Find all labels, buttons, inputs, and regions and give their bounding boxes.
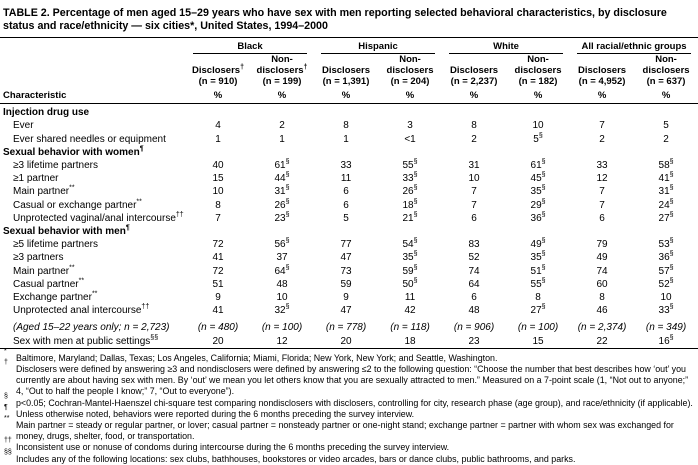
footnote: † Disclosers were defined by answering ≥3 and nondisclosers were defined by answering ≤2 to the following question: “Choose the number that best describes how ‘out’ you currently are about having sex with men. By ‘out’ we mean you let others know that you are sexually attracted to men.” Measured on a 7-point scale (1, “Not out to anyone;” 4, “Out to half the people I know;” 7, “Out to everyone”). [4,359,689,397]
value-cell: 12 [276,335,288,347]
row-label: ≥3 partners [13,252,64,264]
sample-size-label: (n = 637) [646,76,686,88]
group-header-black [186,38,314,54]
value-cell: 31§ [274,185,290,198]
value-cell: 47 [340,252,352,264]
value-cell: 7 [215,212,221,224]
section-row [0,104,698,120]
column-header-black-non-disclosers [250,54,314,88]
value-cell: 36§ [658,251,674,264]
value-cell: 23§ [274,211,290,224]
value-cell: 52 [468,252,480,264]
table-body [0,104,698,349]
data-row [0,172,698,185]
value-cell: 51§ [530,264,546,277]
column-header-line: disclosers [642,65,690,77]
column-header-line: disclosers [386,65,434,77]
section-label: Injection drug use [3,107,90,119]
value-cell: 8 [215,199,221,211]
value-cell: 41 [212,252,224,264]
corner-spacer [0,38,186,54]
value-cell: 35§ [402,251,418,264]
value-cell: 10 [212,186,224,198]
value-cell: 29§ [530,198,546,211]
section-row [0,146,698,159]
sample-size-label: (n = 182) [518,76,558,88]
footnote: ¶ Unless otherwise noted, behaviors were reported during the 6 months preceding the survey interview. [4,403,415,419]
value-cell: 33§ [658,303,674,317]
row-label: Casual partner** [13,277,85,290]
column-header-line: Non- [271,54,293,66]
column-header-line: Disclosers† [192,64,244,77]
data-row [0,185,698,198]
value-cell: (n = 2,374) [577,322,627,334]
sample-size-label: (n = 2,237) [450,76,498,88]
value-cell: 41 [212,305,224,317]
value-cell: 22 [596,335,608,347]
value-cell: 2 [471,133,477,145]
value-cell: 61§ [274,158,290,171]
footnote: § p<0.05; Cochran-Mantel-Haenszel chi-square test comparing nondisclosers with disclosers, controlling for city, research phase (age group), and race/ethnicity (if applicable). [4,392,693,408]
value-cell: 59 [340,278,352,290]
data-row [0,335,698,349]
value-cell: 2 [599,133,605,145]
value-cell: 18 [404,335,416,347]
column-header-white-non-disclosers [506,54,570,88]
data-row [0,265,698,278]
value-cell: 8 [599,292,605,304]
data-row [0,278,698,291]
value-cell: 2 [279,120,285,132]
section-label: Sexual behavior with men¶ [3,224,130,238]
footnote-text: Baltimore, Maryland; Dallas, Texas; Los Angeles, California; Miami, Florida; New York, New York; and Seattle, Washington. [16,352,498,363]
group-header-white [442,38,570,54]
footnote: §§ Includes any of the following locations: sex clubs, bathhouses, bookstores or video arcades, bars or dance clubs, public bathrooms, and parks. [4,448,576,464]
value-cell: 21§ [402,211,418,224]
value-cell: 26§ [402,185,418,198]
value-cell: 50§ [402,277,418,290]
footnote-text: Main partner = steady or regular partner, or lover; casual partner = nonsteady partner or one-night stand; exchange partner = partner with whom sex was exchanged for money, drugs, shelter, food, or transportation. [16,420,674,442]
column-header-line: Disclosers [578,65,627,77]
percent-header: % [533,90,543,102]
value-cell: 15 [532,335,544,347]
value-cell: 35§ [530,185,546,198]
data-row [0,304,698,317]
value-cell: 9 [215,292,221,304]
column-header-line: Non- [655,54,677,66]
data-row [0,133,698,146]
value-cell: 3 [407,120,413,132]
table-header [0,38,698,104]
corner-spacer [0,54,186,88]
value-cell: 35§ [530,251,546,264]
column-header-line: disclosers† [256,64,308,77]
value-cell: 11 [340,173,352,185]
table-title: TABLE 2. Percentage of men aged 15–29 years who have sex with men reporting selected behavioral characteristics, by disclosure status and race/ethnicity — six cities*, United States, 1994–2000 [0,0,698,38]
value-cell: 45§ [530,171,546,185]
footnote-text: Includes any of the following locations: sex clubs, bathhouses, bookstores or video arcades, bars or dance clubs, public bathrooms, and parks. [16,453,576,464]
column-header-black-disclosers [186,54,250,88]
value-cell: 1 [215,133,221,145]
value-cell: (n = 480) [197,322,239,334]
section-row [0,225,698,238]
row-label: Unprotected anal intercourse†† [13,303,150,317]
group-label: Hispanic [321,38,435,54]
value-cell: 7 [599,186,605,198]
value-cell: 53§ [658,237,674,251]
value-cell: 83 [468,239,480,251]
column-header-row [0,54,698,88]
value-cell: <1 [404,133,416,145]
column-header-hispanic-non-disclosers [378,54,442,88]
value-cell: 37 [276,252,288,264]
percent-header: % [661,90,671,102]
row-label: ≥3 lifetime partners [13,160,98,171]
value-cell: 5 [663,120,669,132]
group-label: All racial/ethnic groups [577,38,691,54]
value-cell: (n = 906) [453,322,495,334]
footnote-text: Disclosers were defined by answering ≥3 and nondisclosers were defined by answering ≤2 to the following question: “Choose the number that best describes how ‘out’ you currently are about having sex with men. By ‘out’ we mean you let others know that you are sexually attracted to men.” Measured on a 7-point scale (1, “Not out to anyone;” 4, “Out to half the people I know;” 7, “Out to everyone”). [16,364,689,397]
value-cell: 36§ [530,211,546,224]
value-cell: 33 [340,160,352,171]
subgroup-row [0,317,698,334]
group-header-row [0,38,698,54]
value-cell: 1 [279,133,285,145]
value-cell: 72 [212,239,224,251]
value-cell: 8 [343,120,349,132]
value-cell: 56§ [274,237,290,251]
sample-size-label: (n = 1,391) [322,76,370,88]
percent-header: % [213,90,223,102]
value-cell: 18§ [402,198,418,211]
row-label: Sex with men at public settings§§ [13,334,159,347]
data-row [0,212,698,225]
value-cell: 6 [599,212,605,224]
column-header-line: disclosers [514,65,562,77]
data-row [0,291,698,304]
row-label: ≥1 partner [13,173,59,185]
value-cell: 9 [343,292,349,304]
footnote: †† Inconsistent use or nonuse of condoms during intercourse during the 6 months preceding the survey interview. [4,437,450,453]
value-cell: (n = 100) [261,322,303,334]
data-row [0,159,698,172]
value-cell: 7 [471,199,477,211]
value-cell: 20 [212,335,224,347]
value-cell: 73 [340,265,352,277]
value-cell: 6 [343,186,349,198]
value-cell: 74 [596,265,608,277]
percent-header: % [597,90,607,102]
value-cell: (n = 349) [645,322,687,334]
value-cell: 58§ [658,158,674,171]
value-cell: 51 [212,278,224,290]
value-cell: 5§ [533,132,543,145]
value-cell: 64§ [274,264,290,277]
data-table [0,38,698,349]
sample-size-label: (n = 4,952) [578,76,626,88]
data-row [0,238,698,251]
value-cell: 7 [471,186,477,198]
row-label: Main partner** [13,185,75,198]
value-cell: 5 [343,212,349,224]
value-cell: 59§ [402,264,418,277]
value-cell: 24§ [658,198,674,211]
value-cell: 2 [663,133,669,145]
footnote-text: Unless otherwise noted, behaviors were reported during the 6 months preceding the survey interview. [16,408,415,419]
value-cell: 15 [212,173,224,185]
sample-size-label: (n = 910) [198,76,238,88]
value-cell: 40 [212,160,224,171]
value-cell: 32§ [274,303,290,317]
value-cell: 46 [596,305,608,317]
value-cell: 55§ [530,277,546,290]
value-cell: 55§ [402,158,418,171]
value-cell: 49 [596,252,608,264]
group-header-all-racial-ethnic-groups [570,38,698,54]
value-cell: 49§ [530,237,546,251]
value-cell: 33§ [402,171,418,185]
row-label: Exchange partner** [13,290,98,304]
value-cell: 12 [596,173,608,185]
footnotes [0,349,698,465]
value-cell: 31§ [658,185,674,198]
value-cell: 7 [599,199,605,211]
value-cell: 44§ [274,171,290,185]
column-header-white-disclosers [442,54,506,88]
value-cell: 6 [343,199,349,211]
footnote-text: p<0.05; Cochran-Mantel-Haenszel chi-square test comparing nondisclosers with disclosers, controlling for city, research phase (age group), and race/ethnicity (if applicable). [16,397,693,408]
group-header-hispanic [314,38,442,54]
value-cell: 10 [276,292,288,304]
group-label: White [449,38,563,54]
value-cell: 74 [468,265,480,277]
value-cell: 10 [532,120,544,132]
value-cell: 52§ [658,277,674,290]
value-cell: 1 [343,133,349,145]
value-cell: 60 [596,278,608,290]
footnote: ** Main partner = steady or regular partner, or lover; casual partner = nonsteady partner or one-night stand; exchange partner = partner with whom sex was exchanged for money, drugs, shelter, food, or transportation. [4,415,674,442]
column-header-line: Non- [399,54,421,66]
row-label: Ever [13,120,34,132]
row-label: Ever shared needles or equipment [13,133,166,145]
value-cell: (n = 118) [390,322,430,334]
row-label: Main partner** [13,264,75,277]
value-cell: 48 [468,305,480,317]
column-header-line: Disclosers [450,65,499,77]
section-label: Sexual behavior with women¶ [3,145,144,158]
group-label: Black [193,38,307,54]
data-row [0,199,698,212]
data-row [0,251,698,264]
sample-size-label: (n = 199) [262,76,302,88]
value-cell: (n = 778) [325,322,367,334]
value-cell: (n = 100) [517,322,559,334]
footnote-text: Inconsistent use or nonuse of condoms during intercourse during the 6 months preceding the survey interview. [16,442,450,453]
column-header-hispanic-disclosers [314,54,378,88]
value-cell: 33 [596,160,608,171]
value-cell: 27§ [530,303,546,317]
value-cell: 8 [535,292,541,304]
value-cell: 16§ [658,334,674,347]
value-cell: 42 [404,305,416,317]
value-cell: 20 [340,335,352,347]
column-header-line: Disclosers [321,65,371,77]
sample-size-label: (n = 204) [390,76,430,88]
characteristic-header: Characteristic [3,90,67,102]
value-cell: 11 [404,292,416,304]
row-label: (Aged 15–22 years only; n = 2,723) [13,322,170,334]
column-header-line: Non- [527,54,549,66]
value-cell: 8 [471,120,477,132]
value-cell: 47 [340,305,352,317]
value-cell: 23 [468,335,480,347]
percent-header-row [0,88,698,104]
value-cell: 31 [468,160,480,171]
value-cell: 77 [340,239,352,251]
row-label: Unprotected vaginal/anal intercourse†† [13,211,184,224]
value-cell: 10 [660,292,672,304]
value-cell: 72 [212,265,224,277]
column-header-all-racial-ethnic-groups-non-disclosers [634,54,698,88]
value-cell: 61§ [530,158,546,171]
footnote: * Baltimore, Maryland; Dallas, Texas; Los Angeles, California; Miami, Florida; New York, New York; and Seattle, Washington. [4,347,498,363]
data-row [0,119,698,132]
column-header-all-racial-ethnic-groups-disclosers [570,54,634,88]
value-cell: 79 [596,239,608,251]
percent-header: % [341,90,351,102]
row-label: ≥5 lifetime partners [13,239,98,251]
value-cell: 57§ [658,264,674,277]
value-cell: 10 [468,173,480,185]
value-cell: 26§ [274,198,290,211]
value-cell: 64 [468,278,480,290]
value-cell: 48 [276,278,288,290]
row-label: Casual or exchange partner** [13,198,142,211]
percent-header: % [469,90,479,102]
value-cell: 7 [599,120,605,132]
percent-header: % [277,90,287,102]
value-cell: 27§ [658,211,674,224]
value-cell: 54§ [402,237,418,251]
value-cell: 41§ [658,171,674,185]
value-cell: 6 [471,292,477,304]
value-cell: 4 [215,120,221,132]
percent-header: % [405,90,415,102]
value-cell: 6 [471,212,477,224]
